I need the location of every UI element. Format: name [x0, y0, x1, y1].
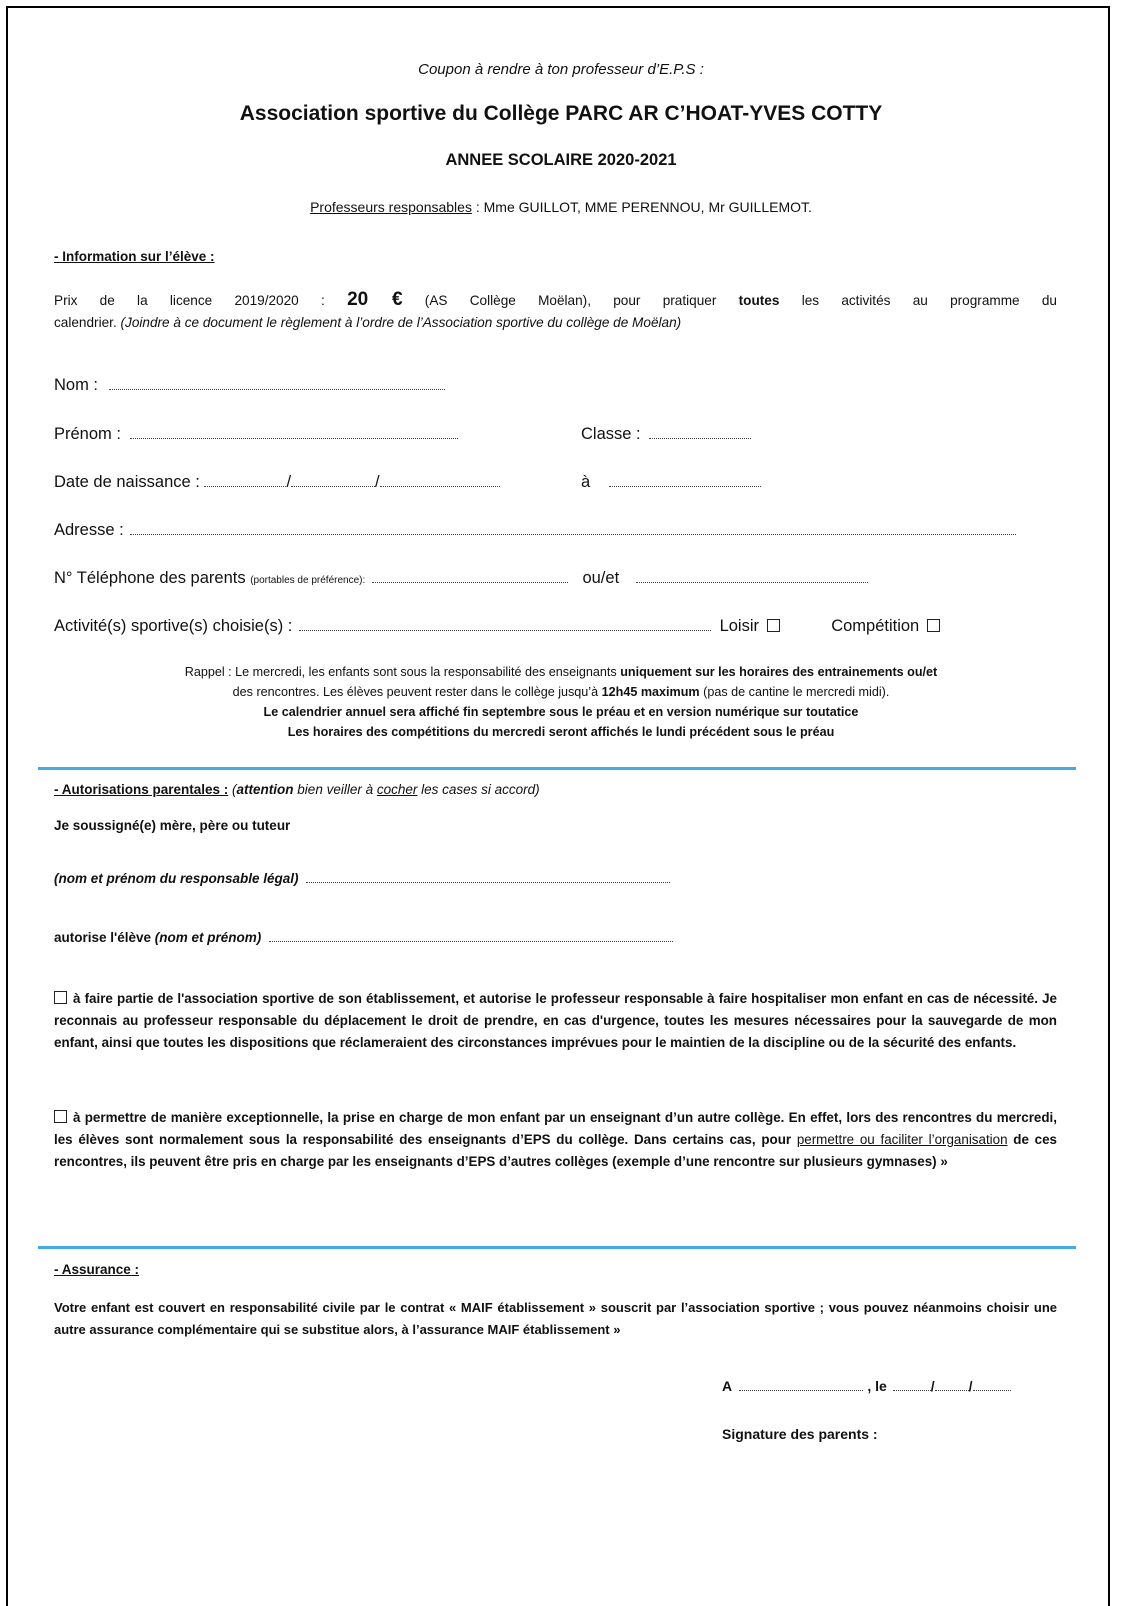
- date-sep-2: /: [968, 1378, 973, 1394]
- classe-field[interactable]: [581, 425, 751, 444]
- dob-sep-1: /: [286, 473, 292, 491]
- insurance-text: Votre enfant est couvert en responsabilité civile par le contrat « MAIF établissement » souscrit par l’association sportive ; vous pouvez néanmoins choisir une autre assurance complémentaire qui se substitue alors, à l’assurance MAIF établissement »: [54, 1300, 1057, 1337]
- prenom-label: Prénom :: [54, 425, 121, 443]
- birthplace-label: à: [581, 473, 591, 491]
- reminder-line2-a: des rencontres. Les élèves peuvent rester dans le collège jusqu’à: [232, 685, 599, 699]
- note-open: (: [232, 782, 237, 797]
- price-amount: 20 €: [347, 289, 403, 310]
- birthplace-field[interactable]: [581, 473, 761, 492]
- student-name-blank[interactable]: [269, 940, 673, 942]
- adresse-label: Adresse :: [54, 521, 124, 539]
- competition-label: Compétition: [831, 617, 920, 635]
- date-label: , le: [867, 1378, 887, 1394]
- section-heading-authorizations: - Autorisations parentales :: [54, 782, 229, 797]
- classe-label: Classe :: [581, 425, 641, 443]
- loisir-checkbox[interactable]: [767, 619, 780, 632]
- nom-blank[interactable]: [109, 388, 445, 390]
- section-separator: [38, 767, 1076, 770]
- reminder-line4: Les horaires des compétitions du mercredi seront affichés le lundi précédent sous le préau: [287, 725, 835, 739]
- authorization-paragraph-1: [54, 988, 1057, 1054]
- dob-year-blank[interactable]: [380, 485, 500, 487]
- activities-field[interactable]: [54, 617, 943, 636]
- authorization-2-underlined: permettre ou faciliter l’organisation: [796, 1132, 1008, 1147]
- phone-blank-1[interactable]: [372, 581, 568, 583]
- page-border: [6, 6, 1110, 1606]
- phone-label: N° Téléphone des parents: [54, 569, 246, 587]
- note-attention: attention: [236, 782, 294, 797]
- competition-checkbox[interactable]: [927, 619, 940, 632]
- dob-field[interactable]: [54, 473, 500, 492]
- phone-note: (portables de préférence):: [250, 575, 366, 586]
- prenom-blank[interactable]: [130, 437, 458, 439]
- prenom-field[interactable]: [54, 425, 458, 444]
- authorization-2-text-b: de ces rencontres, ils peuvent être pris en charge par les enseignants d’EPS d’autres collèges (exemple d’une rencontre sur plusieurs gymnases) »: [54, 1132, 1057, 1169]
- date-month-blank[interactable]: [935, 1389, 969, 1391]
- authorization-2-checkbox[interactable]: [54, 1110, 67, 1123]
- place-label: A: [722, 1378, 732, 1394]
- reminder-block: [0, 662, 1122, 742]
- legal-rep-field[interactable]: [54, 871, 670, 886]
- authorize-student-note: (nom et prénom): [154, 930, 262, 945]
- phone-or-label: ou/et: [582, 569, 620, 587]
- document-title: Association sportive du Collège PARC AR C’HOAT-YVES COTTY: [239, 102, 883, 125]
- authorizations-heading-line: [54, 782, 540, 797]
- undersigned-line: Je soussigné(e) mère, père ou tuteur: [54, 818, 291, 833]
- school-year: ANNEE SCOLAIRE 2020-2021: [445, 151, 677, 169]
- activities-blank[interactable]: [299, 629, 711, 631]
- price-suffix: les activités au programme du: [801, 293, 1057, 308]
- reminder-line3: Le calendrier annuel sera affiché fin septembre sous le préau et en version numérique sur toutatice: [263, 705, 859, 719]
- license-price-paragraph: [54, 289, 1057, 334]
- note-end: les cases si accord): [417, 782, 540, 797]
- reminder-line2-b: 12h45 maximum: [601, 685, 700, 699]
- teachers-line: [0, 199, 1122, 215]
- nom-field[interactable]: [54, 376, 445, 395]
- authorization-2-text-a: à permettre de manière exceptionnelle, la prise en charge de mon enfant par un enseignant d’un autre collège. En effet, lors des rencontres du mercredi, les élèves sont normalement sous la responsabilité des enseignants d’EPS du collège. Dans certains cas, pour: [54, 1110, 1057, 1147]
- date-sep-1: /: [930, 1378, 935, 1394]
- place-blank[interactable]: [739, 1389, 863, 1391]
- dob-month-blank[interactable]: [291, 485, 375, 487]
- signature-label: Signature des parents :: [722, 1426, 878, 1442]
- authorize-student-label: autorise l'élève: [54, 930, 152, 945]
- section-heading-insurance: - Assurance :: [54, 1262, 140, 1277]
- teachers-label: Professeurs responsables: [310, 199, 472, 215]
- phone-field[interactable]: [54, 569, 868, 588]
- price-line2-note: (Joindre à ce document le règlement à l’ordre de l’Association sportive du collège de Moëlan): [120, 315, 682, 330]
- dob-day-blank[interactable]: [204, 485, 286, 487]
- reminder-line2-c: (pas de cantine le mercredi midi).: [703, 685, 890, 699]
- adresse-field[interactable]: [54, 521, 1016, 540]
- price-line2-start: calendrier.: [54, 315, 117, 330]
- legal-rep-blank[interactable]: [306, 881, 670, 883]
- section-heading-student: - Information sur l’élève :: [54, 249, 215, 264]
- note-middle: bien veiller à: [293, 782, 377, 797]
- price-prefix: Prix de la licence 2019/2020 :: [54, 293, 325, 308]
- dob-label: Date de naissance :: [54, 473, 200, 491]
- authorization-paragraph-2: [54, 1107, 1057, 1173]
- loisir-label: Loisir: [719, 617, 759, 635]
- reminder-line1-a: Rappel : Le mercredi, les enfants sont sous la responsabilité des enseignants: [184, 665, 617, 679]
- section-separator: [38, 1246, 1076, 1249]
- nom-label: Nom :: [54, 376, 99, 394]
- adresse-blank[interactable]: [130, 533, 1016, 535]
- reminder-line1-b: uniquement sur les horaires des entrainements ou/et: [620, 665, 938, 679]
- note-cocher: cocher: [376, 782, 418, 797]
- price-middle: (AS Collège Moëlan), pour pratiquer: [424, 293, 717, 308]
- coupon-note: Coupon à rendre à ton professeur d’E.P.S :: [418, 61, 704, 78]
- price-bold-word: toutes: [738, 293, 780, 308]
- teachers-value: : Mme GUILLOT, MME PERENNOU, Mr GUILLEMOT.: [471, 199, 812, 215]
- date-day-blank[interactable]: [893, 1389, 931, 1391]
- date-year-blank[interactable]: [973, 1389, 1011, 1391]
- student-name-field[interactable]: [54, 930, 673, 945]
- place-date-field[interactable]: [722, 1378, 1011, 1394]
- authorization-1-checkbox[interactable]: [54, 991, 67, 1004]
- dob-sep-2: /: [375, 473, 380, 491]
- birthplace-blank[interactable]: [609, 485, 761, 487]
- classe-blank[interactable]: [649, 437, 751, 439]
- activities-label: Activité(s) sportive(s) choisie(s) :: [54, 617, 293, 635]
- legal-rep-label: (nom et prénom du responsable légal): [54, 871, 299, 886]
- phone-blank-2[interactable]: [636, 581, 868, 583]
- authorization-1-text: à faire partie de l'association sportive de son établissement, et autorise le professeur responsable à faire hospitaliser mon enfant en cas de nécessité. Je reconnais au professeur responsable du déplacement le droit de prendre, en cas d'urgence, toutes les mesures nécessaires pour la sauvegarde de mon enfant, ainsi que toutes les dispositions que réclameraient des circonstances imprévues pour le maintien de la discipline ou de la sécurité des enfants.: [54, 991, 1057, 1050]
